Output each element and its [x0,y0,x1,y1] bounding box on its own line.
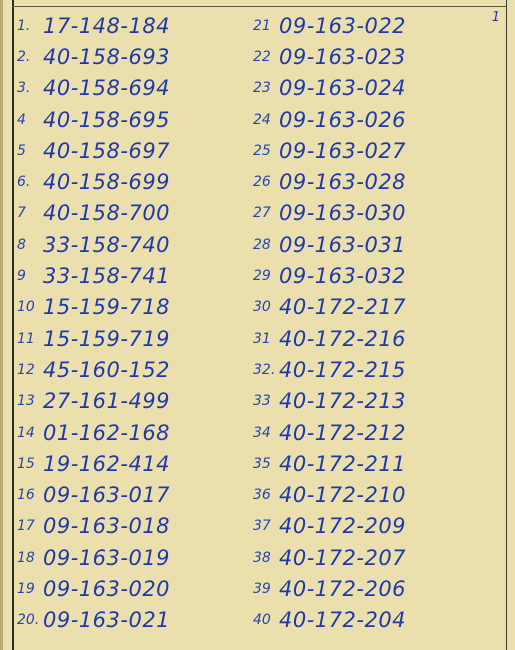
entry-index: 12 [17,361,35,378]
entry-index: 5 [17,142,26,159]
list-item [253,479,406,510]
entry-code: 33-158-741 [43,264,171,289]
entry-code: 40-172-210 [279,483,407,508]
entry-code: 40-158-694 [43,76,171,101]
list-item [17,135,170,166]
entry-code: 40-172-217 [279,295,407,320]
entry-code: 15-159-719 [43,326,171,351]
entry-index: 40 [253,612,271,629]
list-item [17,260,170,291]
entry-index: 29 [253,268,271,285]
entry-code: 09-163-030 [279,201,407,226]
entry-index: 16 [17,487,35,504]
list-item [17,386,170,417]
list-item [253,73,406,104]
entry-index: 27 [253,205,271,222]
list-item [17,41,170,72]
entry-code: 15-159-718 [43,295,171,320]
entry-code: 40-172-215 [279,357,407,382]
entry-code: 09-163-031 [279,232,407,257]
list-item [253,198,406,229]
list-item [17,511,170,542]
entry-code: 40-172-206 [279,576,407,601]
entry-code: 09-163-023 [279,44,407,69]
entry-code: 40-158-693 [43,44,171,69]
entry-index: 14 [17,424,35,441]
entry-index: 10 [17,299,35,316]
entry-code: 09-163-021 [43,608,171,633]
entry-code: 09-163-032 [279,264,407,289]
entry-code: 40-172-209 [279,514,407,539]
list-item [17,229,170,260]
entry-code: 40-172-216 [279,326,407,351]
list-item [253,41,406,72]
entry-index: 34 [253,424,271,441]
entry-code: 09-163-017 [43,483,171,508]
list-item [253,417,406,448]
entry-index: 26 [253,174,271,191]
entry-code: 09-163-019 [43,545,171,570]
entry-index: 37 [253,518,271,535]
list-item [17,292,170,323]
entry-index: 28 [253,236,271,253]
entry-code: 40-172-207 [279,545,407,570]
entry-code: 33-158-740 [43,232,171,257]
list-item [253,292,406,323]
entry-code: 09-163-026 [279,107,407,132]
list-item [253,323,406,354]
entry-code: 09-163-018 [43,514,171,539]
entry-code: 40-158-700 [43,201,171,226]
entry-code: 27-161-499 [43,389,171,414]
entry-index: 8 [17,236,26,253]
entry-index: 9 [17,268,26,285]
list-item [17,605,170,636]
list-item [17,166,170,197]
entry-index: 4 [17,111,26,128]
entry-index: 38 [253,549,271,566]
entry-index: 1. [17,17,31,34]
top-line [12,6,507,7]
entry-index: 2. [17,48,31,65]
page-number: 1 [491,10,500,25]
entry-index: 36 [253,487,271,504]
entry-code: 40-158-697 [43,138,171,163]
entry-code: 19-162-414 [43,451,171,476]
entry-index: 17 [17,518,35,535]
entry-code: 09-163-022 [279,13,407,38]
entry-index: 3. [17,80,31,97]
entry-code: 40-172-211 [279,451,407,476]
list-item [17,323,170,354]
list-item [17,448,170,479]
entry-index: 30 [253,299,271,316]
list-item [253,104,406,135]
entry-index: 13 [17,393,35,410]
entry-code: 40-172-204 [279,608,407,633]
list-item [17,104,170,135]
list-item [17,73,170,104]
entry-index: 11 [17,330,35,347]
list-item [17,573,170,604]
entry-index: 33 [253,393,271,410]
list-item [253,386,406,417]
entry-index: 32. [253,361,276,378]
list-item [253,260,406,291]
list-item [253,354,406,385]
list-item [17,354,170,385]
entry-index: 39 [253,580,271,597]
entry-index: 23 [253,80,271,97]
entry-code: 09-163-027 [279,138,407,163]
entry-index: 22 [253,48,271,65]
entry-index: 6. [17,174,31,191]
entry-code: 17-148-184 [43,13,171,38]
entry-code: 40-172-213 [279,389,407,414]
list-item [253,229,406,260]
entry-code: 45-160-152 [43,357,171,382]
entry-code: 09-163-028 [279,170,407,195]
entry-code: 40-158-699 [43,170,171,195]
entry-code: 01-162-168 [43,420,171,445]
entry-index: 31 [253,330,271,347]
list-item [253,135,406,166]
list-item [253,605,406,636]
list-item [17,542,170,573]
entry-code: 40-172-212 [279,420,407,445]
list-item [253,511,406,542]
entry-code: 09-163-020 [43,576,171,601]
entry-index: 7 [17,205,26,222]
list-item [253,10,406,41]
entry-index: 21 [253,17,271,34]
list-item [253,166,406,197]
list-item [253,542,406,573]
entry-index: 15 [17,455,35,472]
right-column [253,10,406,636]
entry-index: 19 [17,580,35,597]
entry-index: 35 [253,455,271,472]
entry-index: 25 [253,142,271,159]
list-item [253,573,406,604]
list-item [17,479,170,510]
entry-index: 20. [17,612,40,629]
left-margin-line [12,0,14,650]
entry-code: 09-163-024 [279,76,407,101]
list-item [253,448,406,479]
entry-index: 18 [17,549,35,566]
list-item [17,10,170,41]
list-item [17,417,170,448]
list-item [17,198,170,229]
entry-index: 24 [253,111,271,128]
left-column [17,10,170,636]
right-margin-line [506,0,507,650]
entry-code: 40-158-695 [43,107,171,132]
